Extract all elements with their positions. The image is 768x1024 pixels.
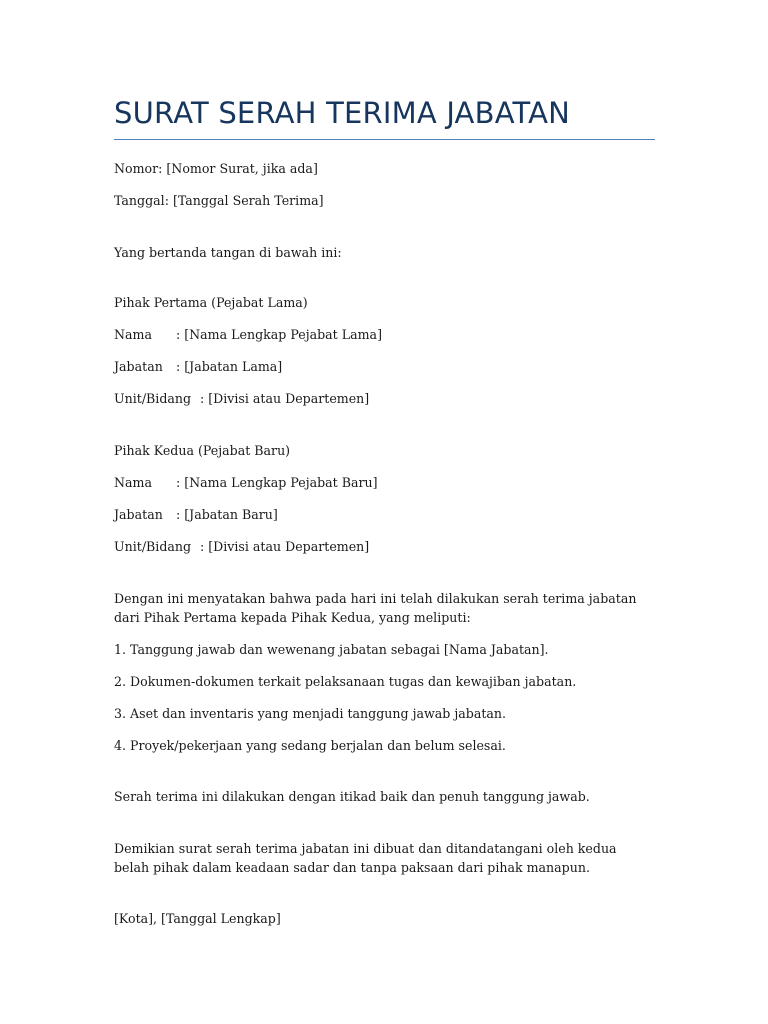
unit-value: : [Divisi atau Departemen]: [200, 539, 370, 554]
list-item: 1. Tanggung jawab dan wewenang jabatan sebagai [Nama Jabatan].: [114, 642, 549, 657]
jabatan-value: : [Jabatan Lama]: [176, 359, 283, 374]
unit-label: Unit/Bidang: [114, 391, 192, 406]
intro-line: Yang bertanda tangan di bawah ini:: [114, 245, 342, 260]
place-date-line: [Kota], [Tanggal Lengkap]: [114, 911, 281, 926]
good-faith-line: Serah terima ini dilakukan dengan itikad baik dan penuh tanggung jawab.: [114, 789, 590, 804]
pihak-pertama-nama-row: [114, 325, 382, 344]
tanggal-line: Tanggal: [Tanggal Serah Terima]: [114, 193, 324, 208]
pihak-pertama-jabatan-row: [114, 357, 282, 376]
nomor-line: Nomor: [Nomor Surat, jika ada]: [114, 161, 318, 176]
list-item: 2. Dokumen-dokumen terkait pelaksanaan tugas dan kewajiban jabatan.: [114, 674, 577, 689]
nama-label: Nama: [114, 327, 152, 342]
nama-value: : [Nama Lengkap Pejabat Baru]: [176, 475, 378, 490]
list-item: 3. Aset dan inventaris yang menjadi tanggung jawab jabatan.: [114, 706, 507, 721]
document-title: SURAT SERAH TERIMA JABATAN: [114, 96, 571, 130]
pihak-kedua-nama-row: [114, 473, 378, 492]
pihak-kedua-jabatan-row: [114, 505, 278, 524]
list-item: 4. Proyek/pekerjaan yang sedang berjalan dan belum selesai.: [114, 738, 506, 753]
unit-value: : [Divisi atau Departemen]: [200, 391, 370, 406]
pihak-pertama-heading: Pihak Pertama (Pejabat Lama): [114, 295, 308, 310]
nama-label: Nama: [114, 475, 152, 490]
unit-label: Unit/Bidang: [114, 539, 192, 554]
pihak-pertama-unit-row: [114, 389, 369, 408]
jabatan-label: Jabatan: [114, 359, 163, 374]
title-underline: [114, 139, 655, 140]
jabatan-value: : [Jabatan Baru]: [176, 507, 278, 522]
pihak-kedua-unit-row: [114, 537, 369, 556]
nama-value: : [Nama Lengkap Pejabat Lama]: [176, 327, 382, 342]
pihak-kedua-heading: Pihak Kedua (Pejabat Baru): [114, 443, 291, 458]
jabatan-label: Jabatan: [114, 507, 163, 522]
closing-paragraph: Demikian surat serah terima jabatan ini dibuat dan ditandatangani oleh kedua belah pihak dalam keadaan sadar dan tanpa paksaan dari pihak manapun.: [114, 841, 617, 875]
statement-paragraph: Dengan ini menyatakan bahwa pada hari ini telah dilakukan serah terima jabatan dari Pihak Pertama kepada Pihak Kedua, yang meliputi:: [114, 591, 637, 625]
